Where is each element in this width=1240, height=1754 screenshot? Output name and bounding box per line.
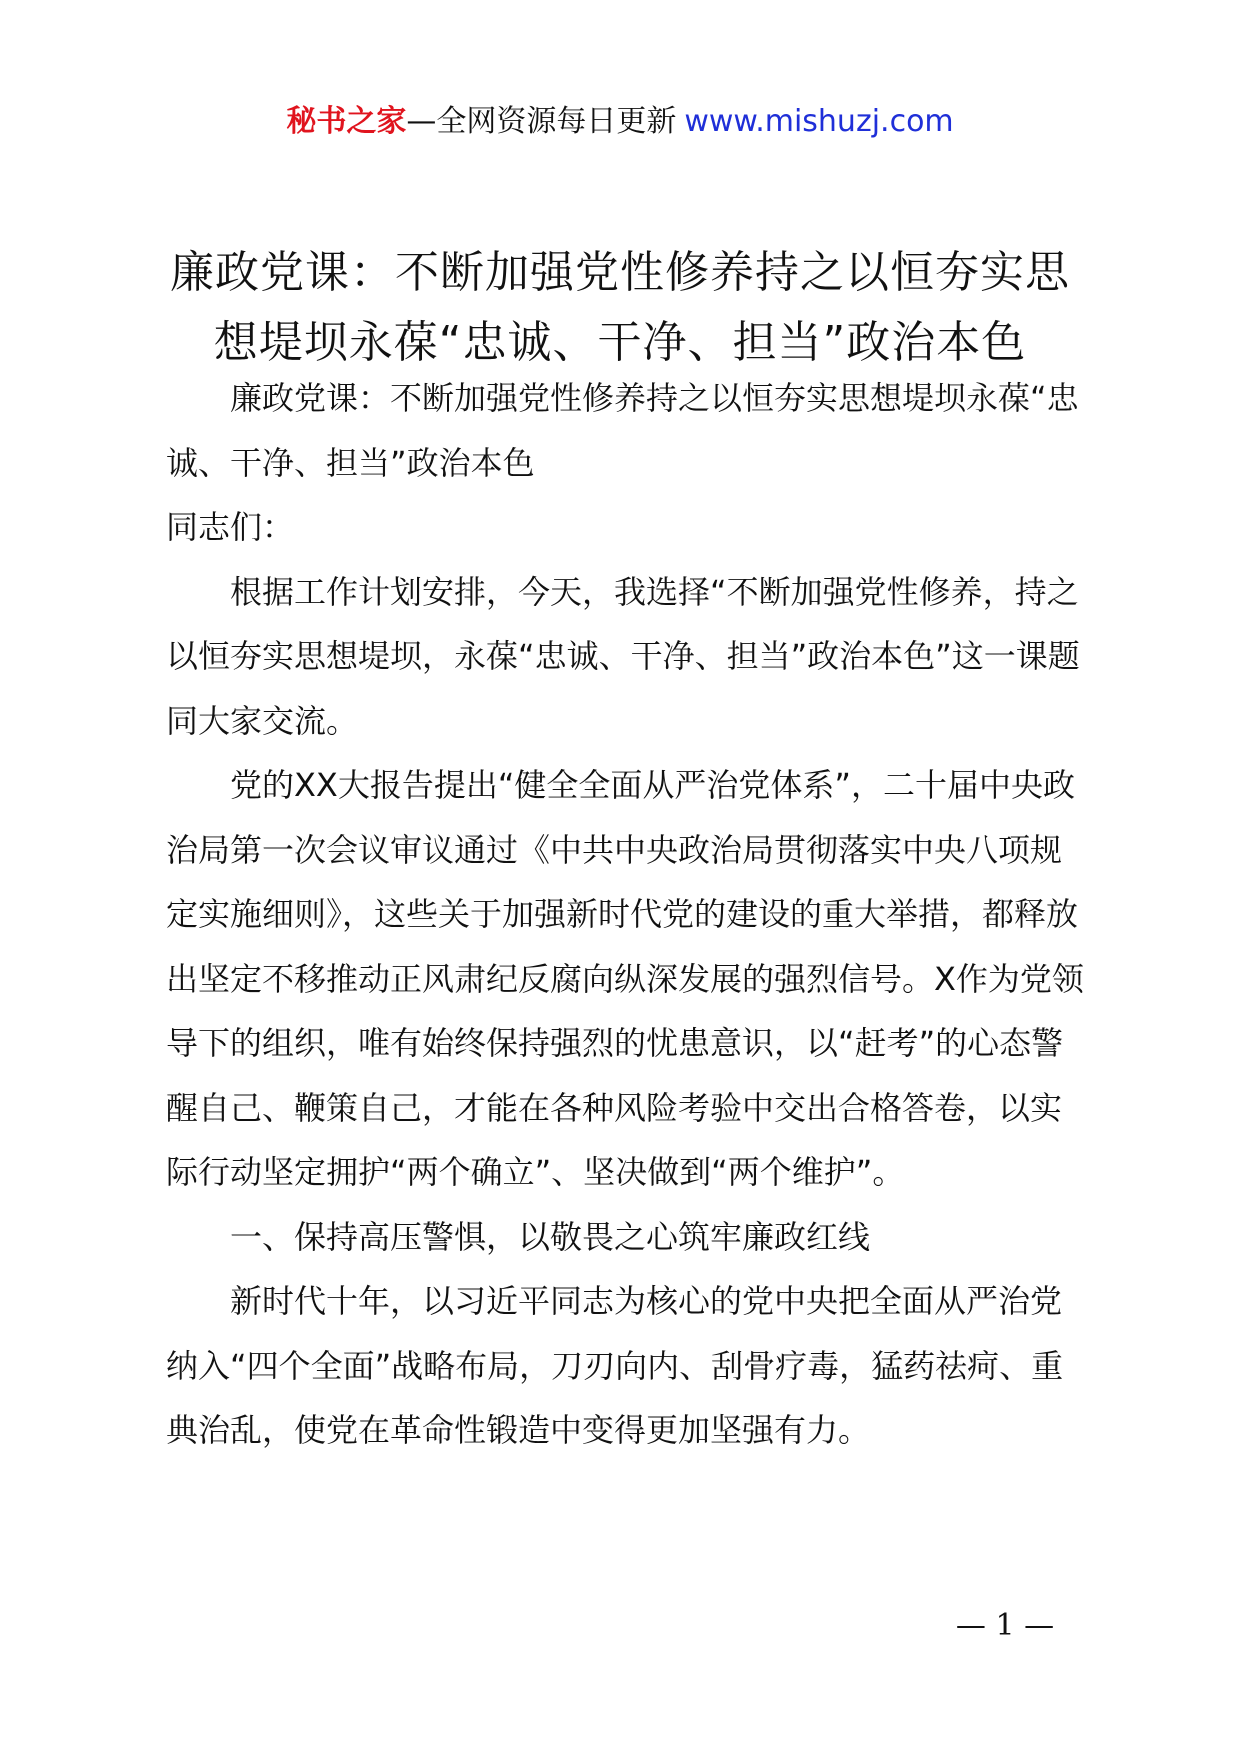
site-slogan: —全网资源每日更新 — [406, 104, 677, 139]
section-heading: 一、保持高压警惧，以敬畏之心筑牢廉政红线 — [230, 1217, 871, 1256]
site-brand: 秘书之家 — [286, 104, 407, 139]
subtitle-paragraph: 廉政党课：不断加强党性修养持之以恒夯实思想堤坝永葆“忠诚、干净、担当”政治本色 — [166, 379, 1079, 482]
title-line-2: 想堤坝永葆“忠诚、干净、担当”政治本色 — [213, 317, 1027, 368]
body-paragraph-2: 党的XX大报告提出“健全全面从严治党体系”，二十届中央政治局第一次会议审议通过《中共中央政治局贯彻落实中央八项规定实施细则》，这些关于加强新时代党的建设的重大举措，都释放出坚定不移推动正风肃纪反腐向纵深发展的强烈信号。X作为党领导下的组织，唯有始终保持强烈的忧患意识，以“赶考”的心态警醒自己、鞭策自己，才能在各种风险考验中交出合格答卷，以实际行动坚定拥护“两个确立”、坚决做到“两个维护”。 — [166, 766, 1084, 1191]
section-paragraph: 新时代十年，以习近平同志为核心的党中央把全面从严治党纳入“四个全面”战略布局，刀刃向内、刮骨疗毒，猛药祛疴、重典治乱，使党在革命性锻造中变得更加坚强有力。 — [166, 1282, 1064, 1449]
site-url-link[interactable]: www.mishuzj.com — [684, 104, 954, 139]
site-header — [0, 100, 1240, 144]
body-paragraph-1: 根据工作计划安排，今天，我选择“不断加强党性修养，持之以恒夯实思想堤坝，永葆“忠诚、干净、担当”政治本色”这一课题同大家交流。 — [166, 572, 1080, 740]
document-body — [166, 366, 1086, 1463]
page-number: — 1 — — [955, 1608, 1055, 1643]
title-line-1: 廉政党课：不断加强党性修养持之以恒夯实思 — [170, 247, 1070, 298]
document-title — [150, 238, 1090, 378]
salutation: 同志们： — [166, 508, 295, 546]
